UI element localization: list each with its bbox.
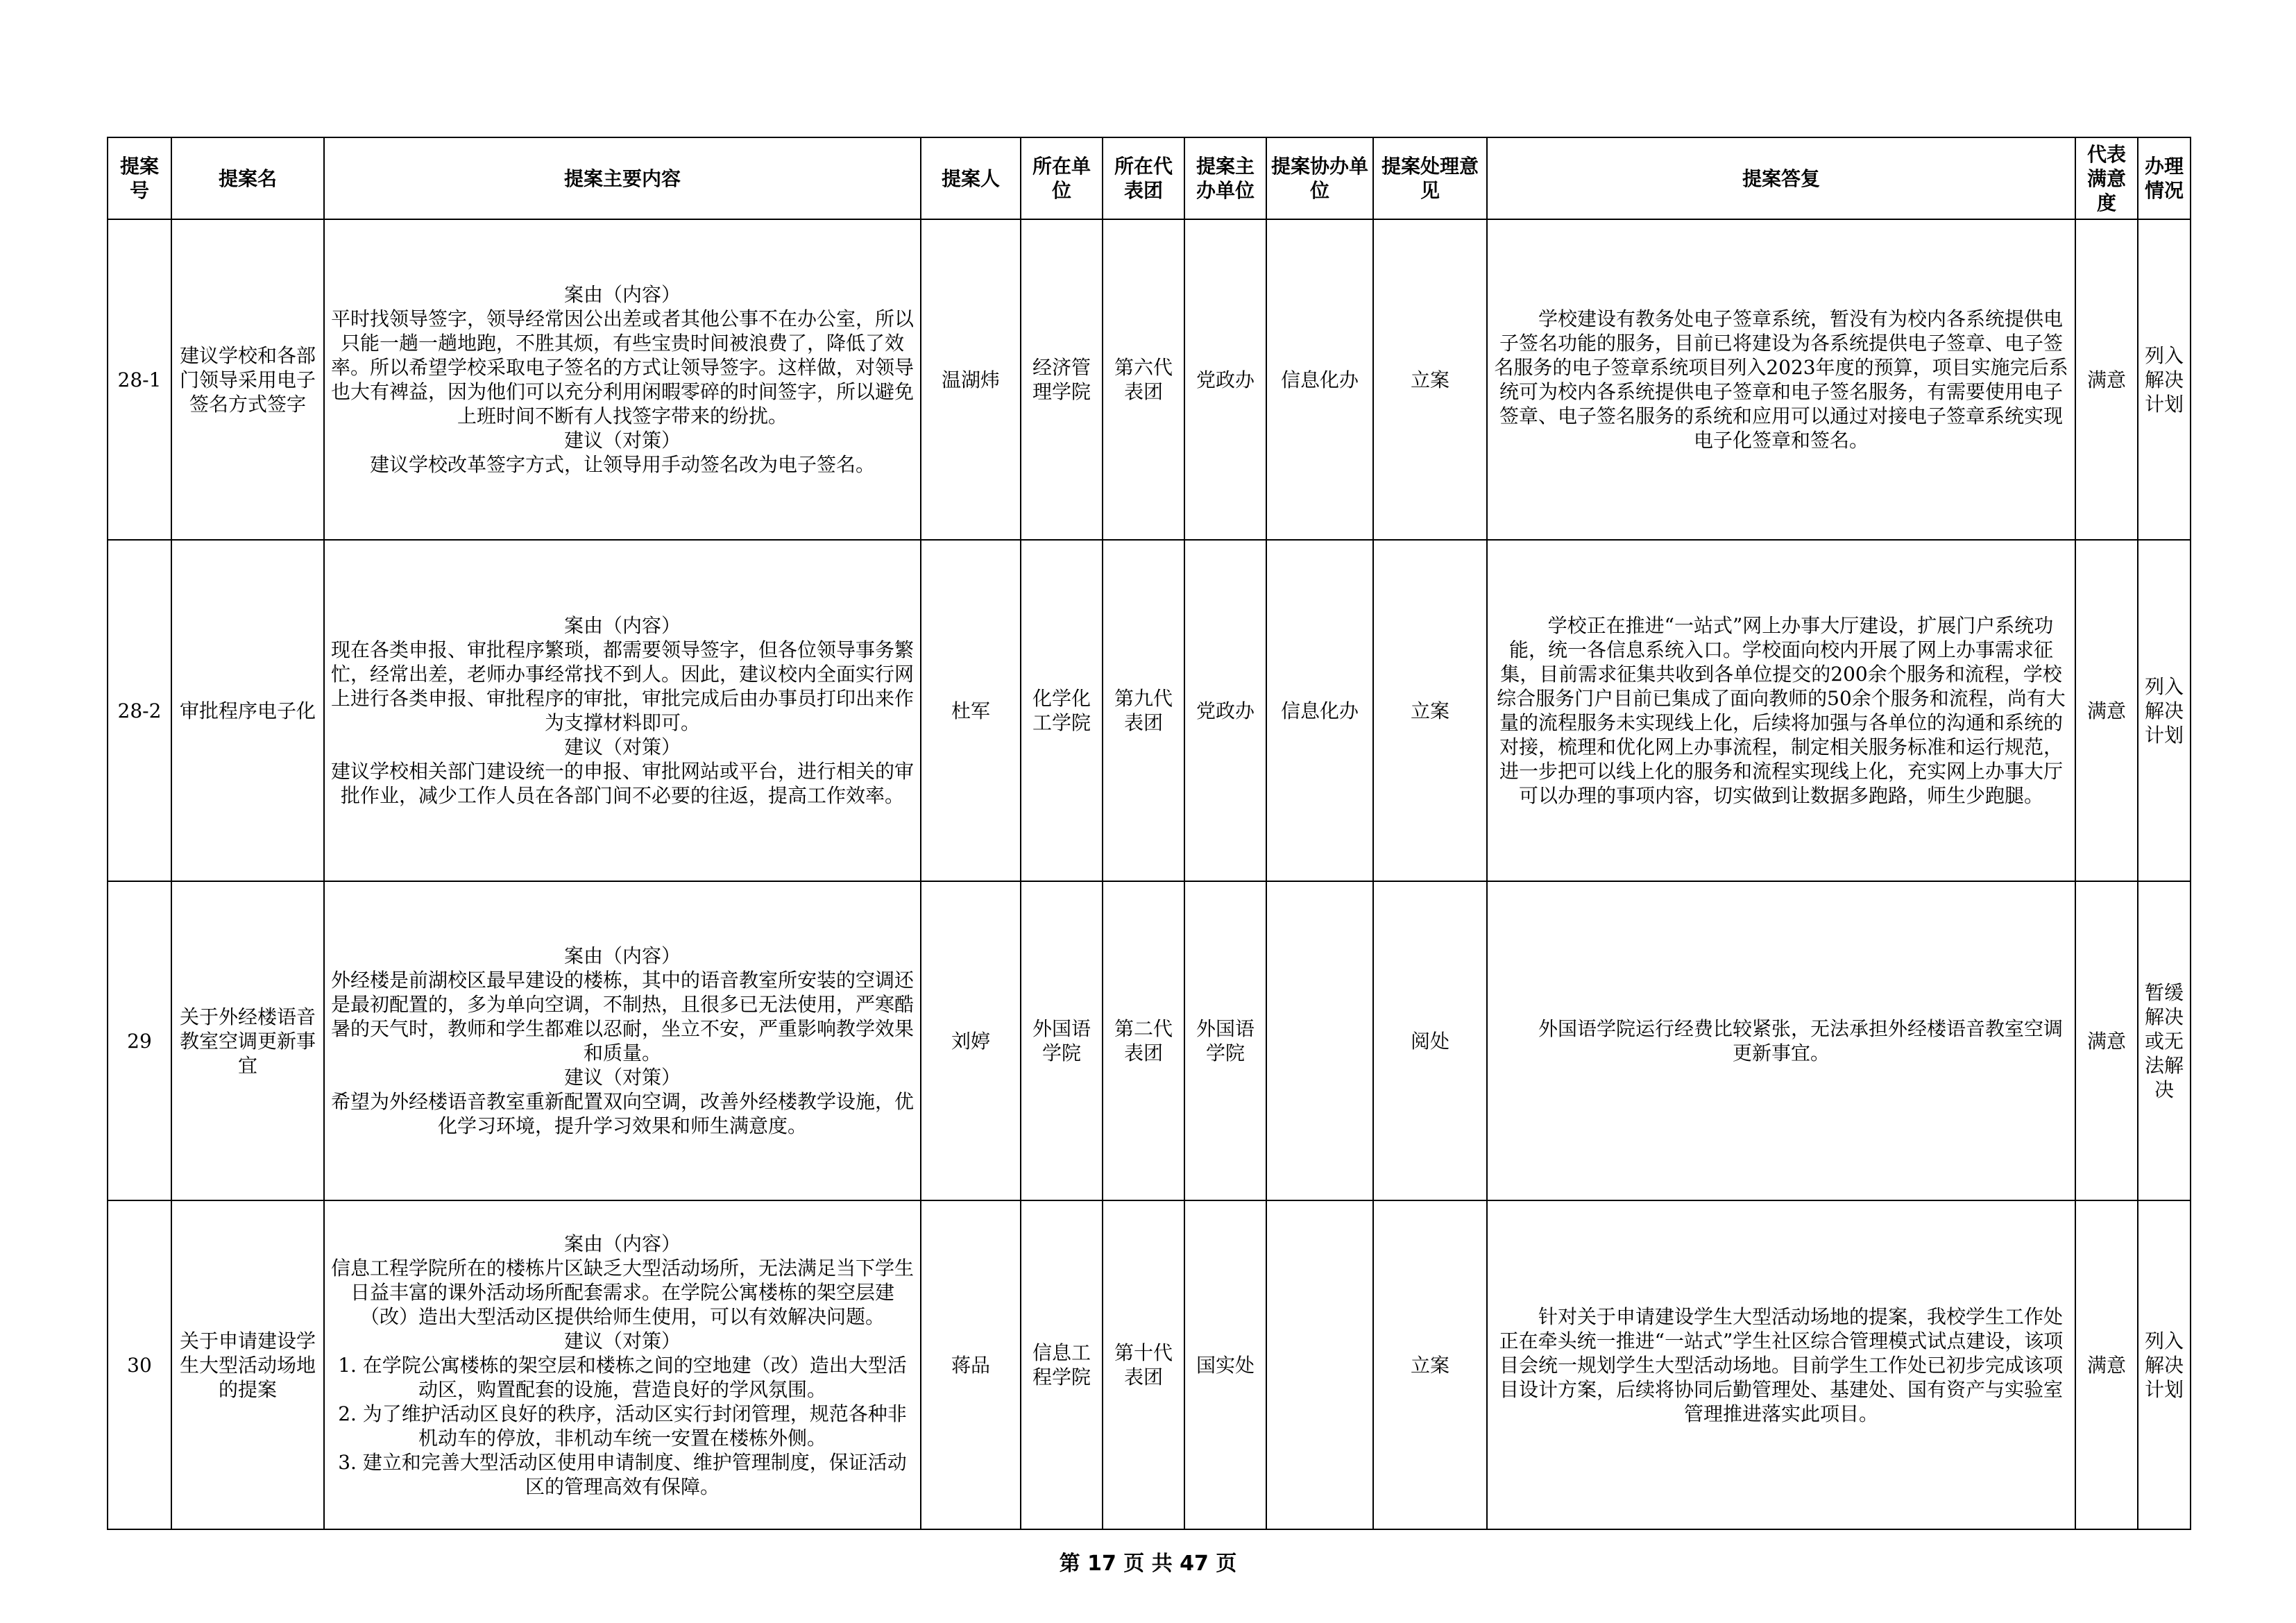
cell-opinion: 立案 — [1373, 540, 1487, 881]
header-satisfaction: 代表满意度 — [2075, 137, 2138, 219]
proposal-table — [107, 137, 2191, 1530]
cell-status: 列入解决计划 — [2138, 1200, 2191, 1529]
cell-status: 列入解决计划 — [2138, 540, 2191, 881]
cell-host: 外国语学院 — [1184, 881, 1266, 1200]
content-line: 案由（内容） — [563, 944, 681, 967]
header-reply: 提案答复 — [1487, 137, 2075, 219]
cell-delegation: 第六代表团 — [1103, 219, 1184, 540]
cell-proposer: 蒋品 — [921, 1200, 1021, 1529]
cell-no: 30 — [108, 1200, 171, 1529]
header-no: 提案号 — [108, 137, 171, 219]
cell-opinion: 立案 — [1373, 1200, 1487, 1529]
cell-co — [1266, 1200, 1373, 1529]
cell-satisfaction: 满意 — [2075, 219, 2138, 540]
content-line: 2. 为了维护活动区良好的秩序，活动区实行封闭管理，规范各种非机动车的停放，非机动车统一安置在楼栋外侧。 — [338, 1402, 907, 1450]
cell-co: 信息化办 — [1266, 219, 1373, 540]
cell-no: 28-1 — [108, 219, 171, 540]
reply-text: 学校建设有教务处电子签章系统，暂没有为校内各系统提供电子签名功能的服务，目前已将建设为各系统提供电子签章、电子签名服务的电子签章系统项目列入2023年度的预算，项目实施完后系统可为校内各系统提供电子签章和电子签名服务，有需要使用电子签章、电子签名服务的系统和应用可以通过对接电子签章系统实现电子化签章和签名。 — [1494, 307, 2068, 452]
cell-delegation: 第二代表团 — [1103, 881, 1184, 1200]
content-line: 3. 建立和完善大型活动区使用申请制度、维护管理制度，保证活动区的管理高效有保障。 — [338, 1450, 907, 1498]
content-line: 现在各类申报、审批程序繁琐，都需要领导签字，但各位领导事务繁忙，经常出差，老师办事经常找不到人。因此，建议校内全面实行网上进行各类申报、审批程序的审批，审批完成后由办事员打印出来作为支撑材料即可。 — [330, 638, 914, 734]
cell-status: 列入解决计划 — [2138, 219, 2191, 540]
cell-satisfaction: 满意 — [2075, 540, 2138, 881]
cell-host: 党政办 — [1184, 219, 1266, 540]
cell-name: 关于申请建设学生大型活动场地的提案 — [171, 1200, 324, 1529]
content-line: 建议（对策） — [563, 1066, 681, 1089]
header-status: 办理情况 — [2138, 137, 2191, 219]
table-row — [108, 219, 2191, 540]
cell-content — [324, 881, 921, 1200]
header-name: 提案名 — [171, 137, 324, 219]
cell-unit: 外国语学院 — [1021, 881, 1103, 1200]
cell-content — [324, 219, 921, 540]
header-row — [108, 137, 2191, 219]
cell-status: 暂缓解决或无法解决 — [2138, 881, 2191, 1200]
cell-opinion: 立案 — [1373, 219, 1487, 540]
cell-opinion: 阅处 — [1373, 881, 1487, 1200]
cell-proposer: 刘婷 — [921, 881, 1021, 1200]
cell-unit: 经济管理学院 — [1021, 219, 1103, 540]
cell-unit: 信息工程学院 — [1021, 1200, 1103, 1529]
cell-co: 信息化办 — [1266, 540, 1373, 881]
cell-delegation: 第九代表团 — [1103, 540, 1184, 881]
table-row — [108, 1200, 2191, 1529]
cell-satisfaction: 满意 — [2075, 1200, 2138, 1529]
cell-content — [324, 1200, 921, 1529]
content-line: 平时找领导签字，领导经常因公出差或者其他公事不在办公室，所以只能一趟一趟地跑，不胜其烦，有些宝贵时间被浪费了，降低了效率。所以希望学校采取电子签名的方式让领导签字。这样做，对领导也大有裨益，因为他们可以充分利用闲暇零碎的时间签字，所以避免上班时间不断有人找签字带来的纷扰。 — [330, 307, 914, 427]
cell-reply — [1487, 540, 2075, 881]
header-proposer: 提案人 — [921, 137, 1021, 219]
page-footer: 第 17 页 共 47 页 — [1059, 1552, 1237, 1576]
cell-host: 国实处 — [1184, 1200, 1266, 1529]
cell-unit: 化学化工学院 — [1021, 540, 1103, 881]
cell-reply — [1487, 1200, 2075, 1529]
header-opinion: 提案处理意见 — [1373, 137, 1487, 219]
cell-no: 29 — [108, 881, 171, 1200]
content-line: 1. 在学院公寓楼栋的架空层和楼栋之间的空地建（改）造出大型活动区，购置配套的设施，营造良好的学风氛围。 — [338, 1353, 907, 1401]
cell-host: 党政办 — [1184, 540, 1266, 881]
header-host: 提案主办单位 — [1184, 137, 1266, 219]
table-row — [108, 881, 2191, 1200]
cell-content — [324, 540, 921, 881]
content-line: 建议学校相关部门建设统一的申报、审批网站或平台，进行相关的审批作业，减少工作人员在各部门间不必要的往返，提高工作效率。 — [330, 760, 914, 807]
cell-delegation: 第十代表团 — [1103, 1200, 1184, 1529]
header-delegation: 所在代表团 — [1103, 137, 1184, 219]
cell-reply — [1487, 881, 2075, 1200]
header-unit: 所在单位 — [1021, 137, 1103, 219]
content-line: 希望为外经楼语音教室重新配置双向空调，改善外经楼教学设施，优化学习环境，提升学习效果和师生满意度。 — [330, 1090, 914, 1137]
content-line: 案由（内容） — [563, 614, 681, 637]
content-line: 案由（内容） — [563, 1232, 681, 1255]
content-line: 信息工程学院所在的楼栋片区缺乏大型活动场所，无法满足当下学生日益丰富的课外活动场所配套需求。在学院公寓楼栋的架空层建（改）造出大型活动区提供给师生使用，可以有效解决问题。 — [330, 1256, 914, 1328]
header-co: 提案协办单位 — [1266, 137, 1373, 219]
reply-text: 针对关于申请建设学生大型活动场地的提案，我校学生工作处正在牵头统一推进“一站式”学生社区综合管理模式试点建设，该项目会统一规划学生大型活动场地。目前学生工作处已初步完成该项目设计方案，后续将协同后勤管理处、基建处、国有资产与实验室管理推进落实此项目。 — [1499, 1305, 2064, 1425]
cell-proposer: 杜军 — [921, 540, 1021, 881]
cell-co — [1266, 881, 1373, 1200]
cell-reply — [1487, 219, 2075, 540]
content-line: 建议（对策） — [563, 736, 681, 758]
table-row — [108, 540, 2191, 881]
content-line: 外经楼是前湖校区最早建设的楼栋，其中的语音教室所安装的空调还是最初配置的，多为单向空调，不制热，且很多已无法使用，严寒酷暑的天气时，教师和学生都难以忍耐，坐立不安，严重影响教学效果和质量。 — [330, 969, 914, 1064]
reply-text: 学校正在推进“一站式”网上办事大厅建设，扩展门户系统功能，统一各信息系统入口。学校面向校内开展了网上办事需求征集，目前需求征集共收到各单位提交的200余个服务和流程，学校综合服务门户目前已集成了面向教师的50余个服务和流程，尚有大量的流程服务未实现线上化，后续将加强与各单位的沟通和系统的对接，梳理和优化网上办事流程，制定相关服务标准和运行规范，进一步把可以线上化的服务和流程实现线上化，充实网上办事大厅可以办理的事项内容，切实做到让数据多跑路，师生少跑腿。 — [1497, 614, 2066, 807]
cell-satisfaction: 满意 — [2075, 881, 2138, 1200]
content-line: 建议学校改革签字方式，让领导用手动签名改为电子签名。 — [369, 453, 875, 476]
header-content: 提案主要内容 — [324, 137, 921, 219]
cell-no: 28-2 — [108, 540, 171, 881]
content-line: 案由（内容） — [563, 283, 681, 306]
cell-proposer: 温湖炜 — [921, 219, 1021, 540]
cell-name: 审批程序电子化 — [171, 540, 324, 881]
cell-name: 建议学校和各部门领导采用电子签名方式签字 — [171, 219, 324, 540]
content-line: 建议（对策） — [563, 1329, 681, 1352]
cell-name: 关于外经楼语音教室空调更新事宜 — [171, 881, 324, 1200]
reply-text: 外国语学院运行经费比较紧张，无法承担外经楼语音教室空调更新事宜。 — [1538, 1017, 2063, 1064]
content-line: 建议（对策） — [563, 429, 681, 452]
